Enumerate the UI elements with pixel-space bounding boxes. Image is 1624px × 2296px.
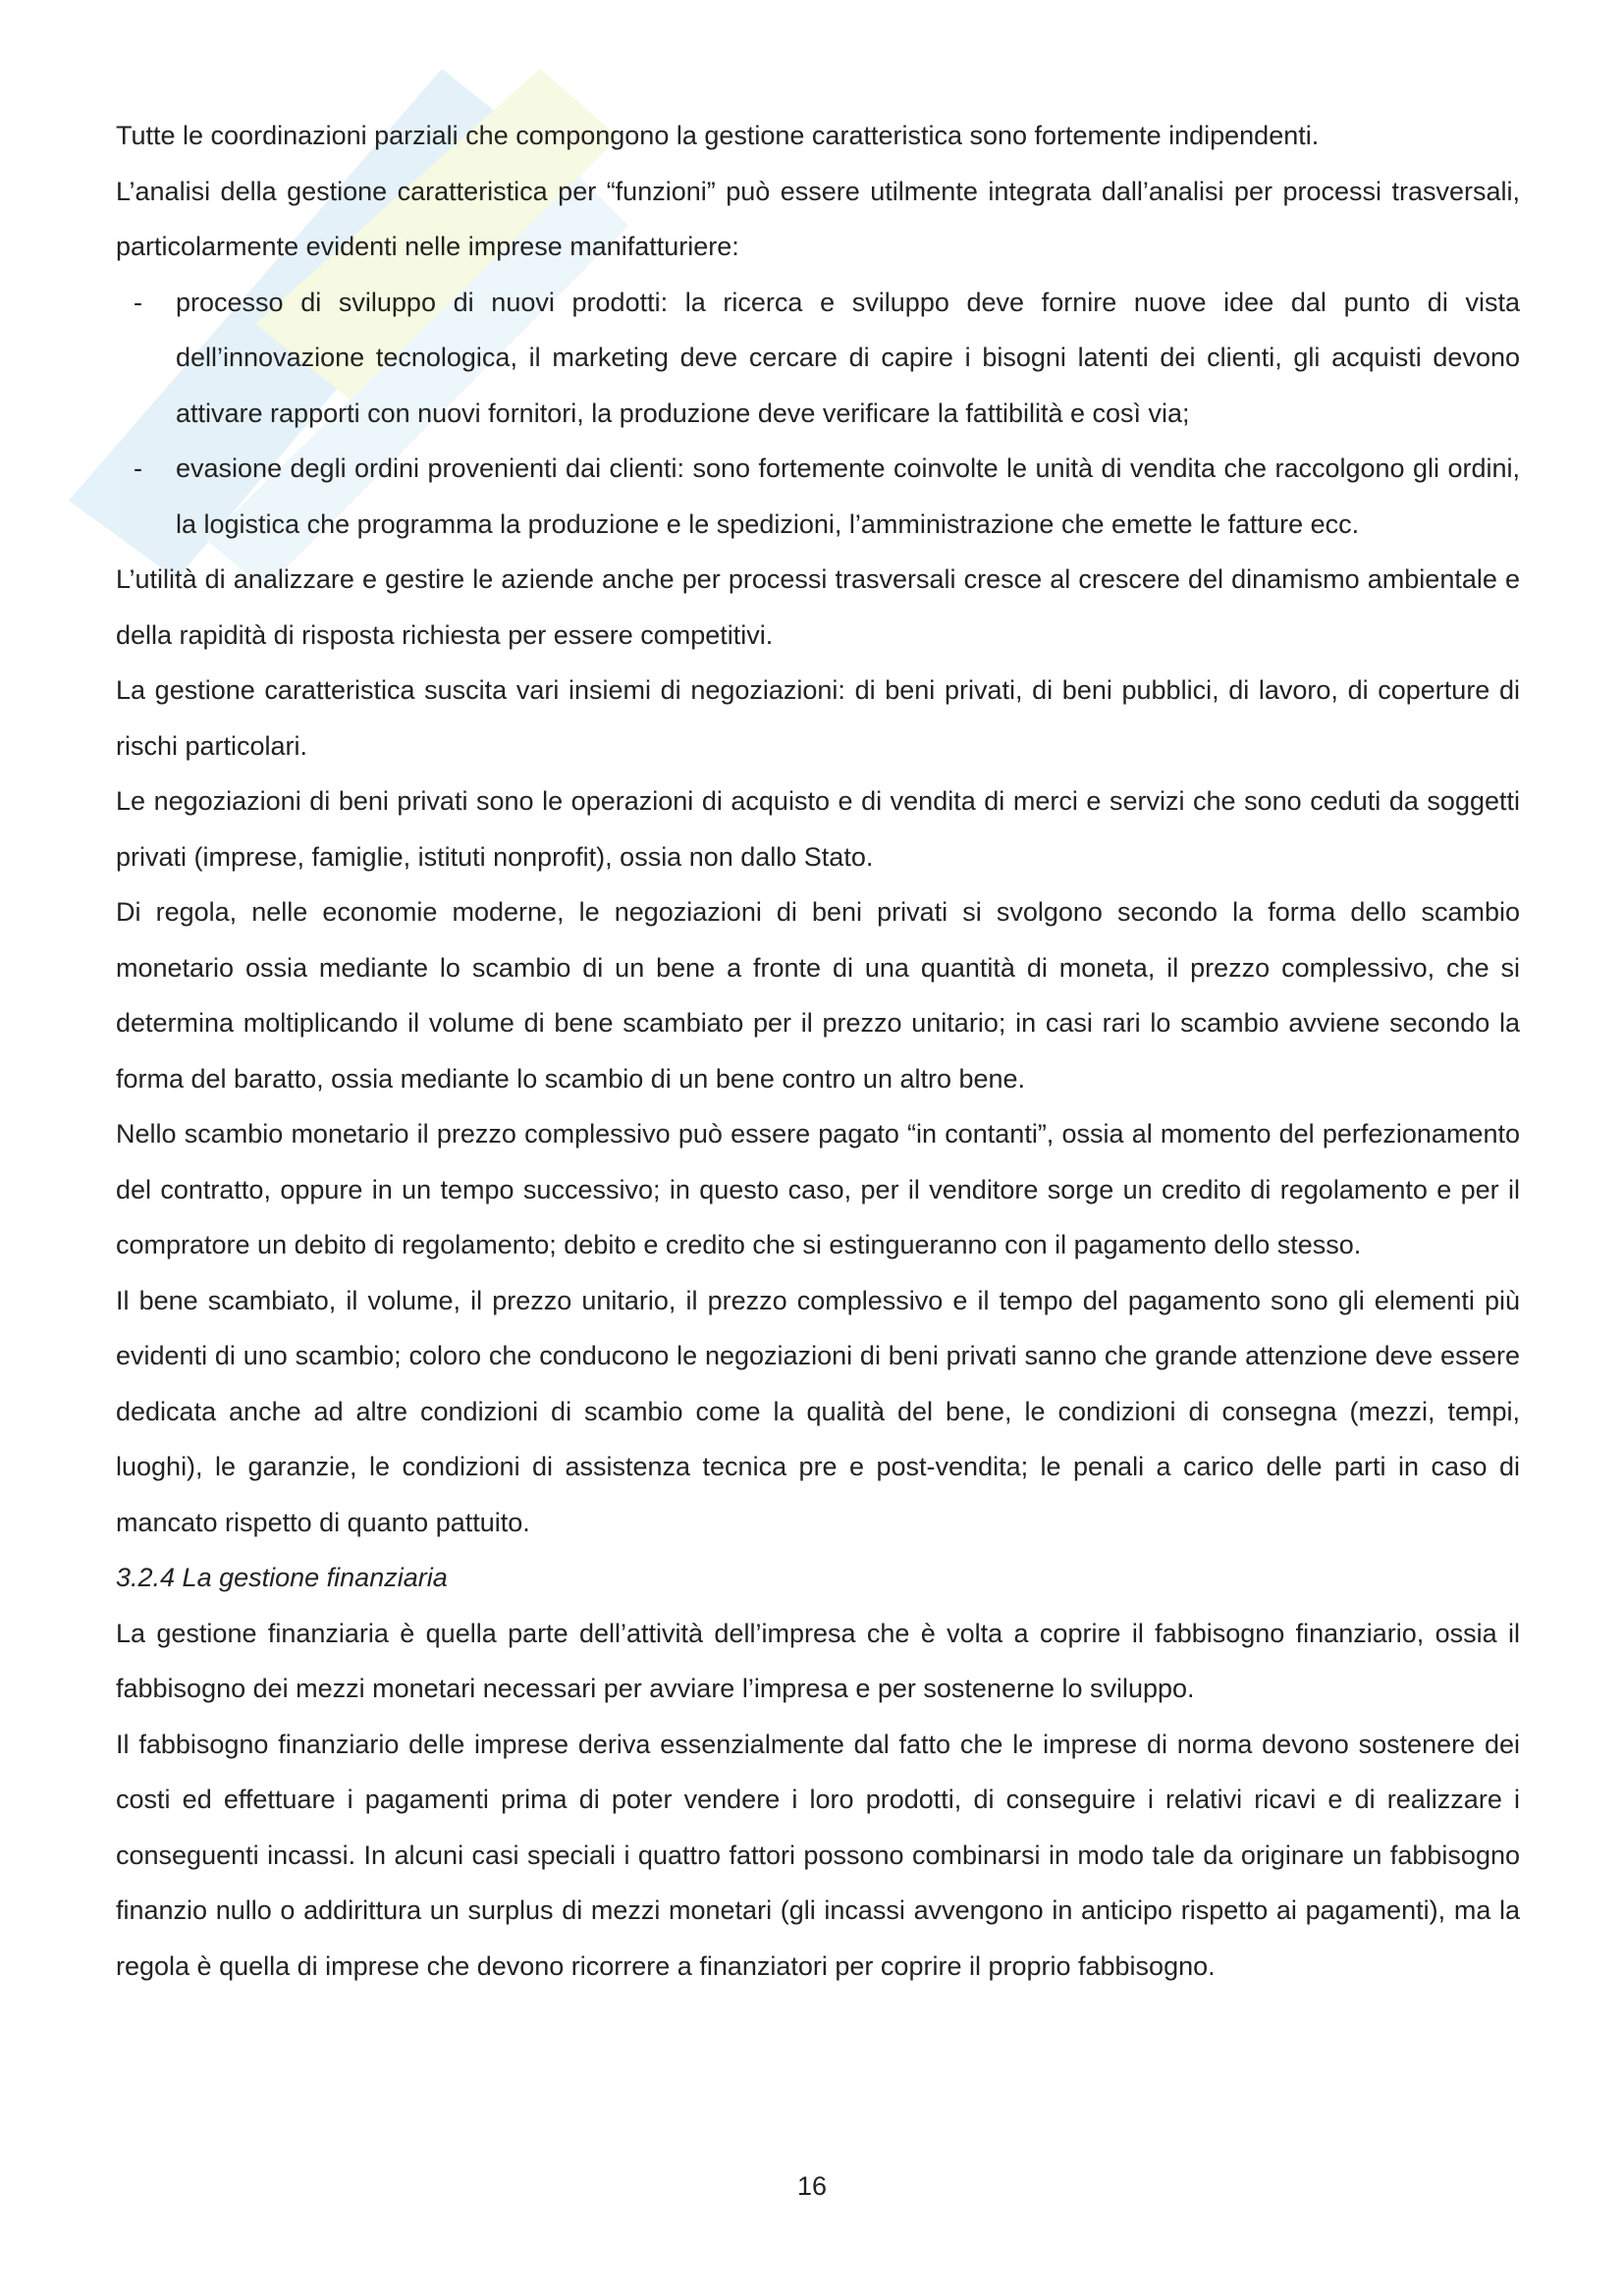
list-item (116, 275, 1520, 442)
paragraph: Il fabbisogno finanziario delle imprese deriva essenzialmente dal fatto che le imprese di norma devono sostenere dei costi ed effettuare i pagamenti prima di poter vendere i loro prodotti, di conseguire i relativi ricavi e di realizzare i conseguenti incassi. In alcuni casi speciali i quattro fattori possono combinarsi in modo tale da originare un fabbisogno finanzio nullo o addirittura un surplus di mezzi monetari (gli incassi avvengono in anticipo rispetto ai pagamenti), ma la regola è quella di imprese che devono ricorrere a finanziatori per coprire il proprio fabbisogno. (116, 1729, 1520, 1981)
paragraph: Di regola, nelle economie moderne, le negoziazioni di beni privati si svolgono secondo la forma dello scambio monetario ossia mediante lo scambio di un bene a fronte di una quantità di moneta, il prezzo complessivo, che si determina moltiplicando il volume di bene scambiato per il prezzo unitario; in casi rari lo scambio avviene secondo la forma del baratto, ossia mediante lo scambio di un bene contro un altro bene. (116, 897, 1520, 1094)
list-item-text: processo di sviluppo di nuovi prodotti: la ricerca e sviluppo deve fornire nuove idee dal punto di vista dell’innovazione tecnologica, il marketing deve cercare di capire i bisogni latenti dei clienti, gli acquisti devono attivare rapporti con nuovi fornitori, la produzione deve verificare la fattibilità e così via; (176, 287, 1520, 428)
paragraph: La gestione caratteristica suscita vari insiemi di negoziazioni: di beni privati, di beni pubblici, di lavoro, di coperture di rischi particolari. (116, 675, 1520, 761)
section-heading: 3.2.4 La gestione finanziaria (116, 1563, 448, 1592)
paragraph: La gestione finanziaria è quella parte dell’attività dell’impresa che è volta a coprire il fabbisogno finanziario, ossia il fabbisogno dei mezzi monetari necessari per avviare l’impresa e per sostenerne lo sviluppo. (116, 1618, 1520, 1703)
paragraph: Tutte le coordinazioni parziali che compongono la gestione caratteristica sono fortemente indipendenti. (116, 121, 1320, 150)
paragraph: Nello scambio monetario il prezzo complessivo può essere pagato “in contanti”, ossia al momento del perfezionamento del contratto, oppure in un tempo successivo; in questo caso, per il venditore sorge un credito di regolamento e per il compratore un debito di regolamento; debito e credito che si estingueranno con il pagamento dello stesso. (116, 1119, 1520, 1259)
document-body (116, 108, 1520, 1994)
paragraph: L’analisi della gestione caratteristica per “funzioni” può essere utilmente integrata dall’analisi per processi trasversali, particolarmente evidenti nelle imprese manifatturiere: (116, 176, 1520, 261)
page-number: 16 (796, 2171, 828, 2201)
paragraph: Le negoziazioni di beni privati sono le operazioni di acquisto e di vendita di merci e servizi che sono ceduti da soggetti privati (imprese, famiglie, istituti nonprofit), ossia non dallo Stato. (116, 786, 1520, 872)
bullet-marker: - (134, 287, 142, 317)
paragraph: Il bene scambiato, il volume, il prezzo unitario, il prezzo complessivo e il tempo del pagamento sono gli elementi più evidenti di uno scambio; coloro che conducono le negoziazioni di beni privati sanno che grande attenzione deve essere dedicata anche ad altre condizioni di scambio come la qualità del bene, le condizioni di consegna (mezzi, tempi, luoghi), le garanzie, le condizioni di assistenza tecnica pre e post-vendita; le penali a carico delle parti in caso di mancato rispetto di quanto pattuito. (116, 1285, 1520, 1537)
bullet-marker: - (134, 454, 142, 483)
paragraph: L’utilità di analizzare e gestire le aziende anche per processi trasversali cresce al crescere del dinamismo ambientale e della rapidità di risposta richiesta per essere competitivi. (116, 564, 1520, 650)
list-item (116, 441, 1520, 552)
list-item-text: evasione degli ordini provenienti dai clienti: sono fortemente coinvolte le unità di vendita che raccolgono gli ordini, la logistica che programma la produzione e le spedizioni, l’amministrazione che emette le fatture ecc. (176, 454, 1520, 539)
